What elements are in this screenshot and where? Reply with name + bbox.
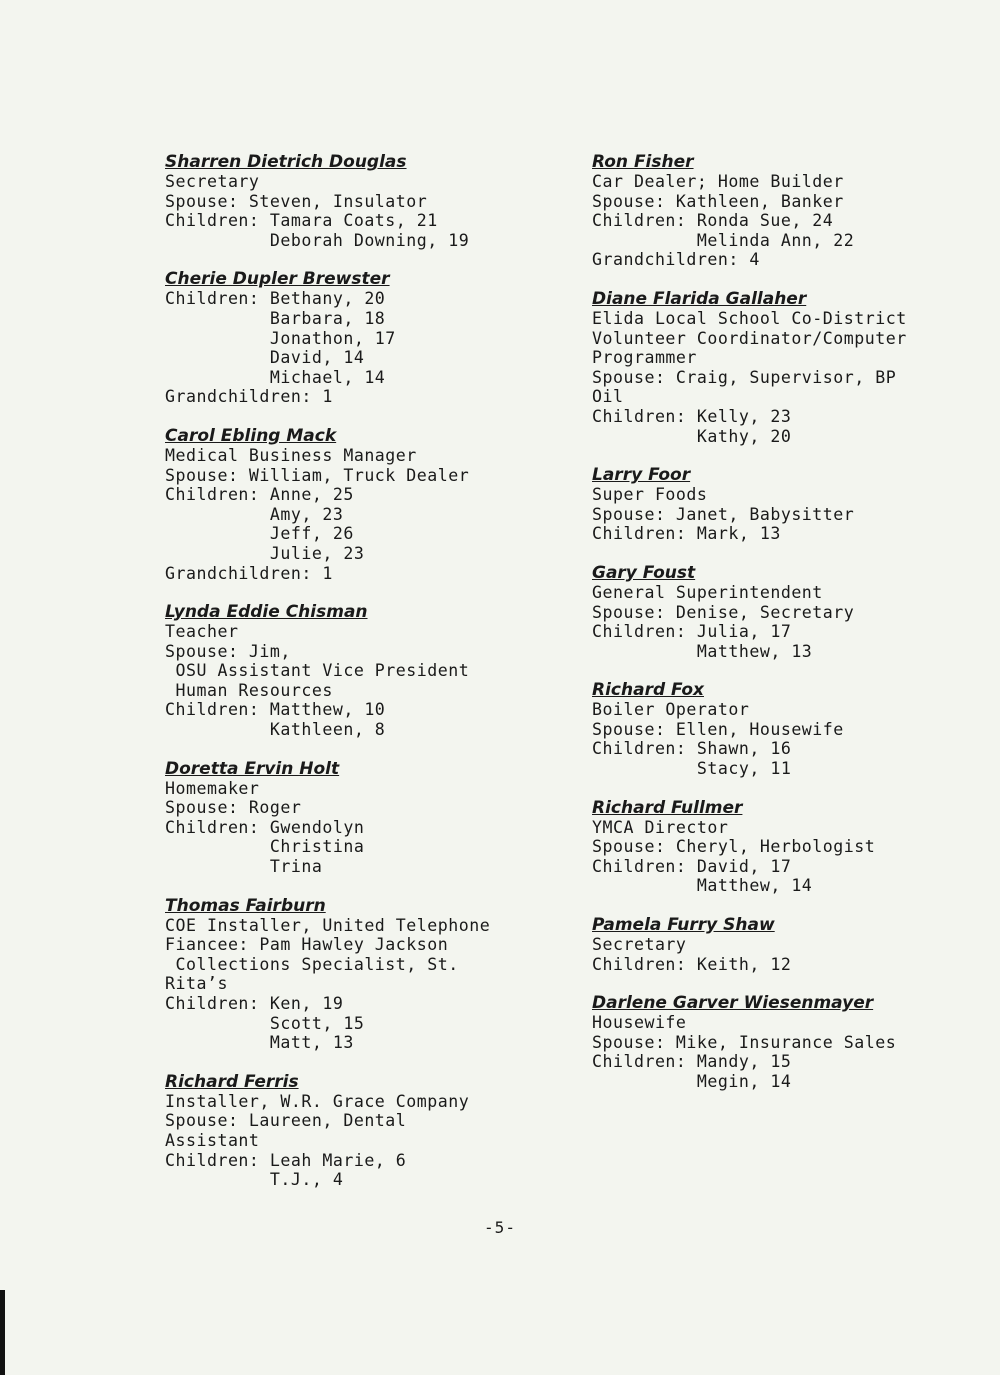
- entry-name: Gary Foust: [592, 562, 696, 583]
- directory-entry: [592, 152, 992, 270]
- directory-entry: [592, 465, 992, 544]
- entry-detail-line: Elida Local School Co-District: [592, 308, 907, 328]
- entry-detail-line: Secretary: [592, 935, 687, 955]
- entry-detail-line: Michael, 14: [165, 367, 386, 387]
- entry-detail-line: Children: Anne, 25: [165, 485, 354, 505]
- entry-detail-line: Matthew, 14: [592, 876, 813, 896]
- entry-name: Diane Flarida Gallaher: [592, 288, 807, 309]
- entry-detail-line: Medical Business Manager: [165, 445, 417, 465]
- entry-detail-line: Human Resources: [165, 680, 333, 700]
- entry-detail-line: Children: Julia, 17: [592, 622, 792, 642]
- entry-detail-line: Assistant: [165, 1130, 260, 1150]
- entry-name: Larry Foor: [592, 465, 691, 486]
- scan-edge-mark: [0, 1290, 5, 1375]
- entry-detail-line: OSU Assistant Vice President: [165, 661, 470, 681]
- entry-name: Richard Fox: [592, 680, 704, 701]
- entry-detail-line: Spouse: Jim,: [165, 641, 291, 661]
- entry-detail-line: Children: Gwendolyn: [165, 817, 365, 837]
- entry-detail-line: Kathy, 20: [592, 426, 792, 446]
- entry-name: Lynda Eddie Chisman: [165, 602, 368, 623]
- entry-detail-line: Spouse: Roger: [165, 798, 302, 818]
- entry-detail-line: Matt, 13: [165, 1033, 354, 1053]
- entry-detail-line: Jonathon, 17: [165, 328, 396, 348]
- entry-detail-line: Spouse: Kathleen, Banker: [592, 191, 844, 211]
- directory-entry: [165, 896, 565, 1053]
- entry-detail-line: Collections Specialist, St.: [165, 954, 459, 974]
- entry-detail-line: Rita’s: [165, 974, 228, 994]
- entry-detail-line: Housewife: [592, 1013, 687, 1033]
- entry-detail-line: Programmer: [592, 348, 697, 368]
- entry-detail-line: Children: Mark, 13: [592, 524, 781, 544]
- right-column: [592, 152, 992, 1111]
- directory-entry: [592, 680, 992, 778]
- entry-detail-line: Children: Mandy, 15: [592, 1052, 792, 1072]
- directory-entry: [165, 426, 565, 583]
- entry-detail-line: Homemaker: [165, 778, 260, 798]
- entry-detail-line: Super Foods: [592, 485, 708, 505]
- directory-entry: [592, 993, 992, 1091]
- entry-detail-line: Children: David, 17: [592, 856, 792, 876]
- entry-detail-line: Julie, 23: [165, 543, 365, 563]
- entry-name: Thomas Fairburn: [165, 895, 326, 916]
- entry-detail-line: Barbara, 18: [165, 308, 386, 328]
- entry-detail-line: Children: Keith, 12: [592, 954, 792, 974]
- entry-detail-line: Grandchildren: 4: [592, 250, 760, 270]
- entry-detail-line: Matthew, 13: [592, 641, 813, 661]
- entry-detail-line: Grandchildren: 1: [165, 387, 333, 407]
- entry-detail-line: General Superintendent: [592, 582, 823, 602]
- directory-entry: [592, 289, 992, 446]
- entry-detail-line: Deborah Downing, 19: [165, 230, 470, 250]
- entry-detail-line: Jeff, 26: [165, 524, 354, 544]
- entry-detail-line: Spouse: Ellen, Housewife: [592, 719, 844, 739]
- entry-detail-line: Fiancee: Pam Hawley Jackson: [165, 935, 449, 955]
- entry-name: Cherie Dupler Brewster: [165, 269, 390, 290]
- entry-detail-line: David, 14: [165, 348, 365, 368]
- entry-detail-line: Grandchildren: 1: [165, 563, 333, 583]
- entry-detail-line: Car Dealer; Home Builder: [592, 172, 844, 191]
- entry-detail-line: Melinda Ann, 22: [592, 230, 855, 250]
- entry-detail-line: Spouse: Mike, Insurance Sales: [592, 1032, 897, 1052]
- entry-detail-line: Teacher: [165, 622, 239, 642]
- entry-detail-line: Spouse: Janet, Babysitter: [592, 504, 855, 524]
- entry-detail-line: Children: Leah Marie, 6: [165, 1150, 407, 1170]
- entry-detail-line: Megin, 14: [592, 1072, 792, 1091]
- entry-detail-line: Oil: [592, 387, 624, 407]
- entry-detail-line: Children: Matthew, 10: [165, 700, 386, 720]
- entry-detail-line: Children: Ronda Sue, 24: [592, 211, 834, 231]
- entry-name: Ron Fisher: [592, 152, 694, 172]
- directory-entry: [592, 563, 992, 661]
- entry-detail-line: Children: Ken, 19: [165, 994, 344, 1013]
- entry-detail-line: COE Installer, United Telephone: [165, 915, 491, 935]
- entry-name: Richard Fullmer: [592, 797, 743, 818]
- entry-detail-line: Spouse: Laureen, Dental: [165, 1111, 407, 1131]
- entry-detail-line: YMCA Director: [592, 817, 729, 837]
- entry-detail-line: Children: Kelly, 23: [592, 406, 792, 426]
- entry-name: Richard Ferris: [165, 1071, 299, 1092]
- entry-detail-line: Spouse: Steven, Insulator: [165, 191, 428, 211]
- entry-detail-line: Spouse: Craig, Supervisor, BP: [592, 367, 897, 387]
- entry-detail-line: Scott, 15: [165, 1013, 365, 1033]
- directory-entry: [592, 915, 992, 974]
- entry-detail-line: Trina: [165, 857, 323, 877]
- directory-entry: [165, 152, 565, 250]
- entry-detail-line: Christina: [165, 837, 365, 857]
- entry-detail-line: Spouse: William, Truck Dealer: [165, 465, 470, 485]
- entry-name: Doretta Ervin Holt: [165, 758, 340, 779]
- directory-entry: [165, 1072, 565, 1190]
- directory-entry: [165, 269, 565, 407]
- entry-detail-line: Spouse: Denise, Secretary: [592, 602, 855, 622]
- directory-entry: [165, 602, 565, 740]
- entry-detail-line: Stacy, 11: [592, 759, 792, 779]
- entry-detail-line: Children: Bethany, 20: [165, 289, 386, 309]
- left-column: [165, 152, 565, 1209]
- entry-name: Sharren Dietrich Douglas: [165, 152, 407, 172]
- entry-detail-line: Spouse: Cheryl, Herbologist: [592, 837, 876, 857]
- entry-detail-line: Boiler Operator: [592, 700, 750, 720]
- entry-detail-line: Children: Shawn, 16: [592, 739, 792, 759]
- entry-detail-line: Volunteer Coordinator/Computer: [592, 328, 907, 348]
- entry-detail-line: Amy, 23: [165, 504, 344, 524]
- entry-detail-line: Children: Tamara Coats, 21: [165, 211, 438, 231]
- entry-detail-line: T.J., 4: [165, 1170, 344, 1190]
- entry-name: Darlene Garver Wiesenmayer: [592, 993, 874, 1014]
- directory-entry: [165, 759, 565, 877]
- entry-detail-line: Kathleen, 8: [165, 720, 386, 740]
- entry-detail-line: Secretary: [165, 172, 260, 191]
- entry-name: Carol Ebling Mack: [165, 425, 337, 446]
- entry-name: Pamela Furry Shaw: [592, 915, 775, 936]
- directory-entry: [592, 798, 992, 896]
- page-number: -5-: [484, 1218, 516, 1237]
- entry-detail-line: Installer, W.R. Grace Company: [165, 1091, 470, 1111]
